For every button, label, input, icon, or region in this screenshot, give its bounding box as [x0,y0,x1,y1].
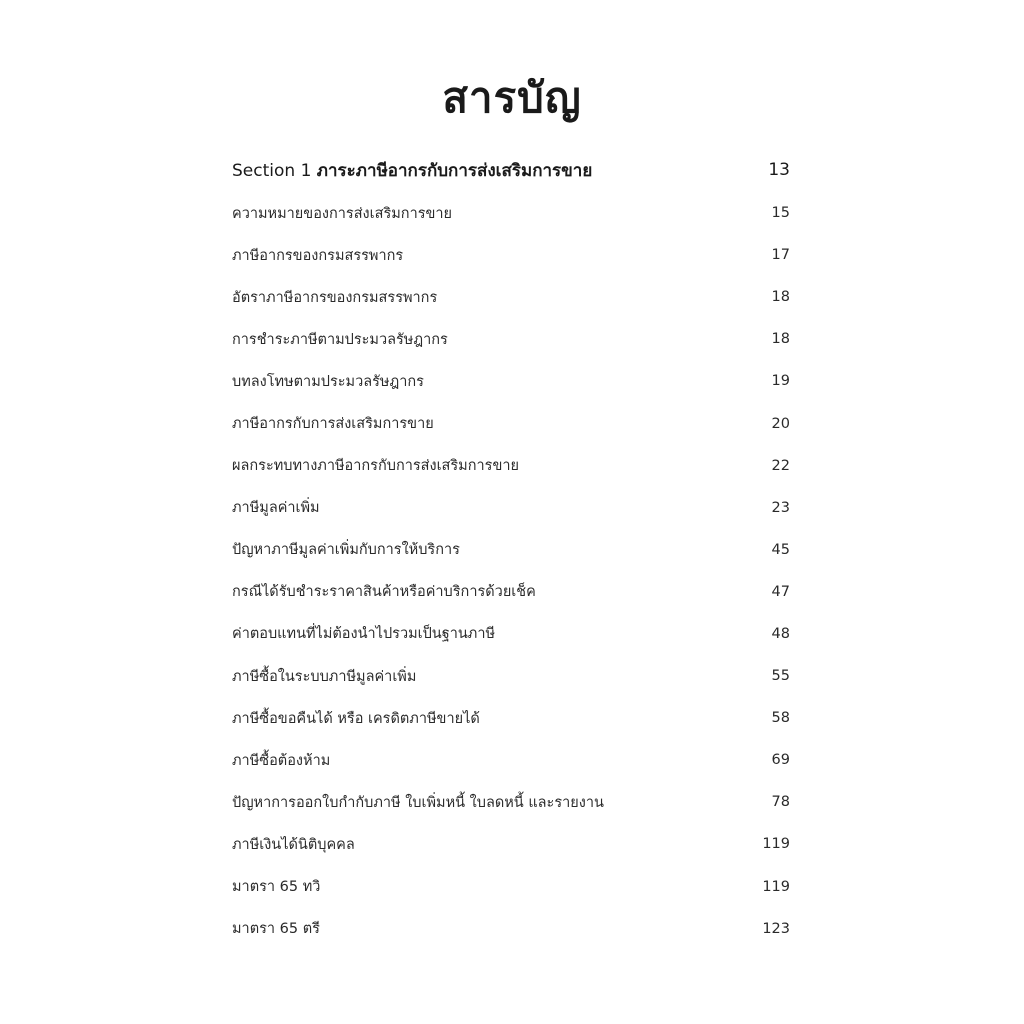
toc-entries [232,192,790,950]
section-page-number: 13 [768,160,790,180]
toc-entry-page-number: 23 [771,499,790,516]
toc-entry-page-number: 19 [771,373,790,390]
toc-entry-label: บทลงโทษตามประมวลรัษฎากร [232,373,424,390]
section-heading-row[interactable] [232,148,790,192]
section-number: Section 1 [232,160,317,181]
toc-entry-page-number: 18 [771,331,790,348]
toc-entry[interactable] [232,908,790,950]
toc-entry[interactable] [232,318,790,360]
toc-entry-page-number: 47 [771,583,790,600]
toc-entry-page-number: 119 [762,836,790,853]
toc-entry[interactable] [232,529,790,571]
toc-entry-page-number: 69 [771,752,790,769]
toc-entry-label: ภาษีมูลค่าเพิ่ม [232,500,320,517]
toc-entry[interactable] [232,192,790,234]
toc-entry-label: มาตรา 65 ทวิ [232,879,321,896]
toc-entry[interactable] [232,402,790,444]
toc-entry[interactable] [232,697,790,739]
toc-entry[interactable] [232,655,790,697]
toc-entry-label: กรณีได้รับชำระราคาสินค้าหรือค่าบริการด้วยเช็ค [232,584,536,601]
toc-entry[interactable] [232,445,790,487]
toc-entry[interactable] [232,823,790,865]
toc-entry-label: อัตราภาษีอากรของกรมสรรพากร [232,289,438,306]
toc-entry-label: ภาษีอากรกับการส่งเสริมการขาย [232,416,434,433]
toc-entry-page-number: 119 [762,878,790,895]
toc-entry-page-number: 123 [762,920,790,937]
toc-entry-page-number: 15 [771,205,790,222]
toc-entry[interactable] [232,487,790,529]
toc-entry-label: ภาษีซื้อขอคืนได้ หรือ เครดิตภาษีขายได้ [232,710,480,727]
toc-entry-label: ผลกระทบทางภาษีอากรกับการส่งเสริมการขาย [232,458,519,475]
toc-entry[interactable] [232,360,790,402]
toc-entry-page-number: 58 [771,710,790,727]
toc-entry-label: ภาษีอากรของกรมสรรพากร [232,247,404,264]
toc-entry-page-number: 55 [771,668,790,685]
section-heading [232,157,592,184]
toc-entry[interactable] [232,571,790,613]
toc-entry[interactable] [232,781,790,823]
toc-entry-page-number: 48 [771,625,790,642]
toc-entry-page-number: 78 [771,794,790,811]
toc-entry-label: ปัญหาการออกใบกำกับภาษี ใบเพิ่มหนี้ ใบลดหนี้ และรายงาน [232,794,604,811]
toc-entry-page-number: 20 [771,415,790,432]
toc-entry-label: ปัญหาภาษีมูลค่าเพิ่มกับการให้บริการ [232,542,460,559]
toc-entry-label: การชำระภาษีตามประมวลรัษฎากร [232,331,448,348]
toc-entry-page-number: 22 [771,457,790,474]
toc-entry-page-number: 17 [771,247,790,264]
toc-entry-page-number: 18 [771,289,790,306]
toc-entry[interactable] [232,276,790,318]
toc-entry-page-number: 45 [771,541,790,558]
toc-entry[interactable] [232,866,790,908]
section-title: ภาระภาษีอากรกับการส่งเสริมการขาย [316,160,593,181]
toc-entry-label: ภาษีซื้อต้องห้าม [232,752,331,769]
table-of-contents [232,148,790,950]
toc-entry[interactable] [232,613,790,655]
toc-entry[interactable] [232,739,790,781]
toc-entry-label: ภาษีซื้อในระบบภาษีมูลค่าเพิ่ม [232,668,417,685]
toc-entry-label: ภาษีเงินได้นิติบุคคล [232,836,355,853]
page-title: สารบัญ [442,73,582,122]
toc-entry[interactable] [232,234,790,276]
toc-entry-label: ความหมายของการส่งเสริมการขาย [232,205,453,222]
toc-entry-label: มาตรา 65 ตรี [232,921,320,938]
toc-entry-label: ค่าตอบแทนที่ไม่ต้องนำไปรวมเป็นฐานภาษี [232,626,496,643]
